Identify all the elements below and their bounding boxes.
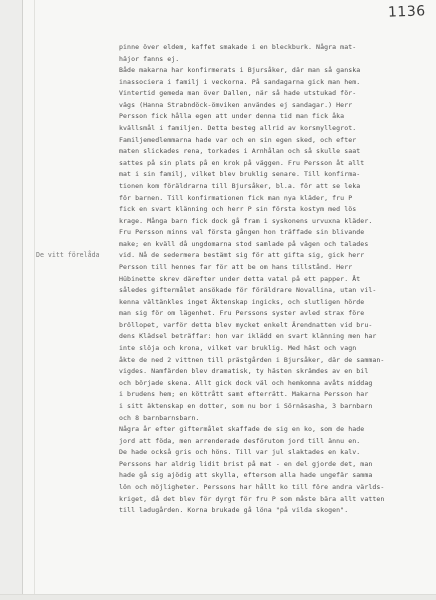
text-line: Både makarna har konfirmerats i Bjursåker, där man så ganska	[119, 66, 361, 75]
text-line: häjor fanns ej.	[119, 54, 180, 63]
fold-line	[34, 0, 35, 600]
text-line: kenna vältänkles inget Äktenskap ingicks, och slutligen hörde	[119, 297, 365, 306]
text-line: maten slickades rena, torkades i Arnhålan och så skulle saat	[119, 147, 361, 156]
text-line: i sitt äktenskap en dotter, som nu bor i Sörnäsasha, 3 barnbarn	[119, 401, 373, 410]
text-line: hade gå sig ajödig att skylla, eftersom alla hade ungefär samma	[119, 471, 373, 480]
text-line: jord att föda, men arrenderade desförutom jord till ännu en.	[119, 436, 361, 445]
text-line: krage. Många barn fick dock gå fram i syskonens urvuxna kläder.	[119, 216, 373, 225]
text-line: man sig för om lägenhet. Fru Perssons syster avled strax före	[119, 309, 365, 318]
text-line: sattes på sin plats på en krok på väggen. Fru Persson åt allt	[119, 158, 365, 167]
text-line: tionen kom föräldrarna till Bjursåker, bl.a. för att se leka	[119, 181, 361, 190]
text-line: inassociera i familj i veckorna. På sandagarna gick man hem.	[119, 77, 361, 86]
text-line: Familjemedlemmarna hade var och en sin egen sked, och efter	[119, 135, 357, 144]
text-line: och 8 barnbarnsbarn.	[119, 413, 200, 422]
text-line: vigdes. Namfärden blev dramatisk, ty hästen skrämdes av en bil	[119, 367, 369, 376]
binding-margin	[0, 0, 23, 600]
text-line: kvällsmål i familjen. Detta besteg allrid av korsmyllegrot.	[119, 124, 357, 133]
text-line: De hade också gris och höns. Till var jul slaktades en kalv.	[119, 448, 361, 457]
text-line: pinne över eldem, kaffet smakade i en bleckburk. Några mat-	[119, 43, 357, 51]
text-line: Persson till hennes far för att be om hans tillstånd. Herr	[119, 262, 353, 271]
text-line: till ladugården. Korna brukade gå löna "på vilda skogen".	[119, 506, 349, 515]
typed-text-block	[119, 42, 431, 517]
text-line: Persson fick hålla egen att under denna tid man fick åka	[119, 112, 345, 121]
text-line: mat i sin familj, vilket blev bruklig senare. Till konfirma-	[119, 170, 361, 179]
text-line: Fru Persson minns val första gången hon träffade sin blivande	[119, 228, 365, 237]
text-line: make; en kväll då ungdomarna stod samlade på vägen och talades	[119, 239, 369, 248]
text-line: bröllopet, varför detta blev mycket enkelt Ärendnatten vid bru-	[119, 320, 373, 329]
text-line: vid. Nå de sedermera bestämt sig för att gifta sig, gick herr	[119, 251, 365, 260]
text-line: vägs (Hanna Strabndöck-ömviken användes ej sandagar.) Herr	[119, 100, 353, 109]
text-line: åkte de ned 2 vittnen till prästgården i Bjursåker, där de samman-	[119, 355, 385, 364]
text-line: således giftermålet ansökade för föräldrare Novallina, utan vil-	[119, 286, 377, 295]
text-line: inte slöja och krona, vilket var bruklig. Med häst och vagn	[119, 344, 357, 353]
text-line: i brudens hem; en köttrått samt efterrätt. Makarna Persson har	[119, 390, 369, 399]
text-line: Några år efter giftermålet skaffade de sig en ko, som de hade	[119, 425, 365, 434]
text-line: Vintertid gemeda man över Dallen, när så hade utstukad för-	[119, 89, 357, 98]
text-line: Hübinette skrev därefter under detta vatal på ett papper. Åt	[119, 274, 361, 283]
text-line: kriget, då det blev för dyrgt för fru P som måste bära allt vatten	[119, 494, 385, 503]
page-bottom-edge	[0, 594, 436, 600]
text-line: för barnen. Till konfirmationen fick man nya kläder, fru P	[119, 193, 353, 202]
page-number: 1136	[388, 3, 427, 21]
margin-note: De vitt förelåda	[36, 251, 100, 259]
text-line: och började skena. Allt gick dock väl och hemkomna avåts middag	[119, 378, 373, 387]
text-line: Perssons har aldrig lidit brist på mat - en del gjorde det, man	[119, 459, 373, 468]
text-line: lön och möjligheter. Perssons har hållt ko till före andra världs-	[119, 482, 385, 491]
text-line: dens Klädsel beträffar: hon var iklädd en svart klänning men har	[119, 332, 377, 341]
text-line: fick en svart klänning och herr P sin första kostym med lös	[119, 205, 357, 214]
